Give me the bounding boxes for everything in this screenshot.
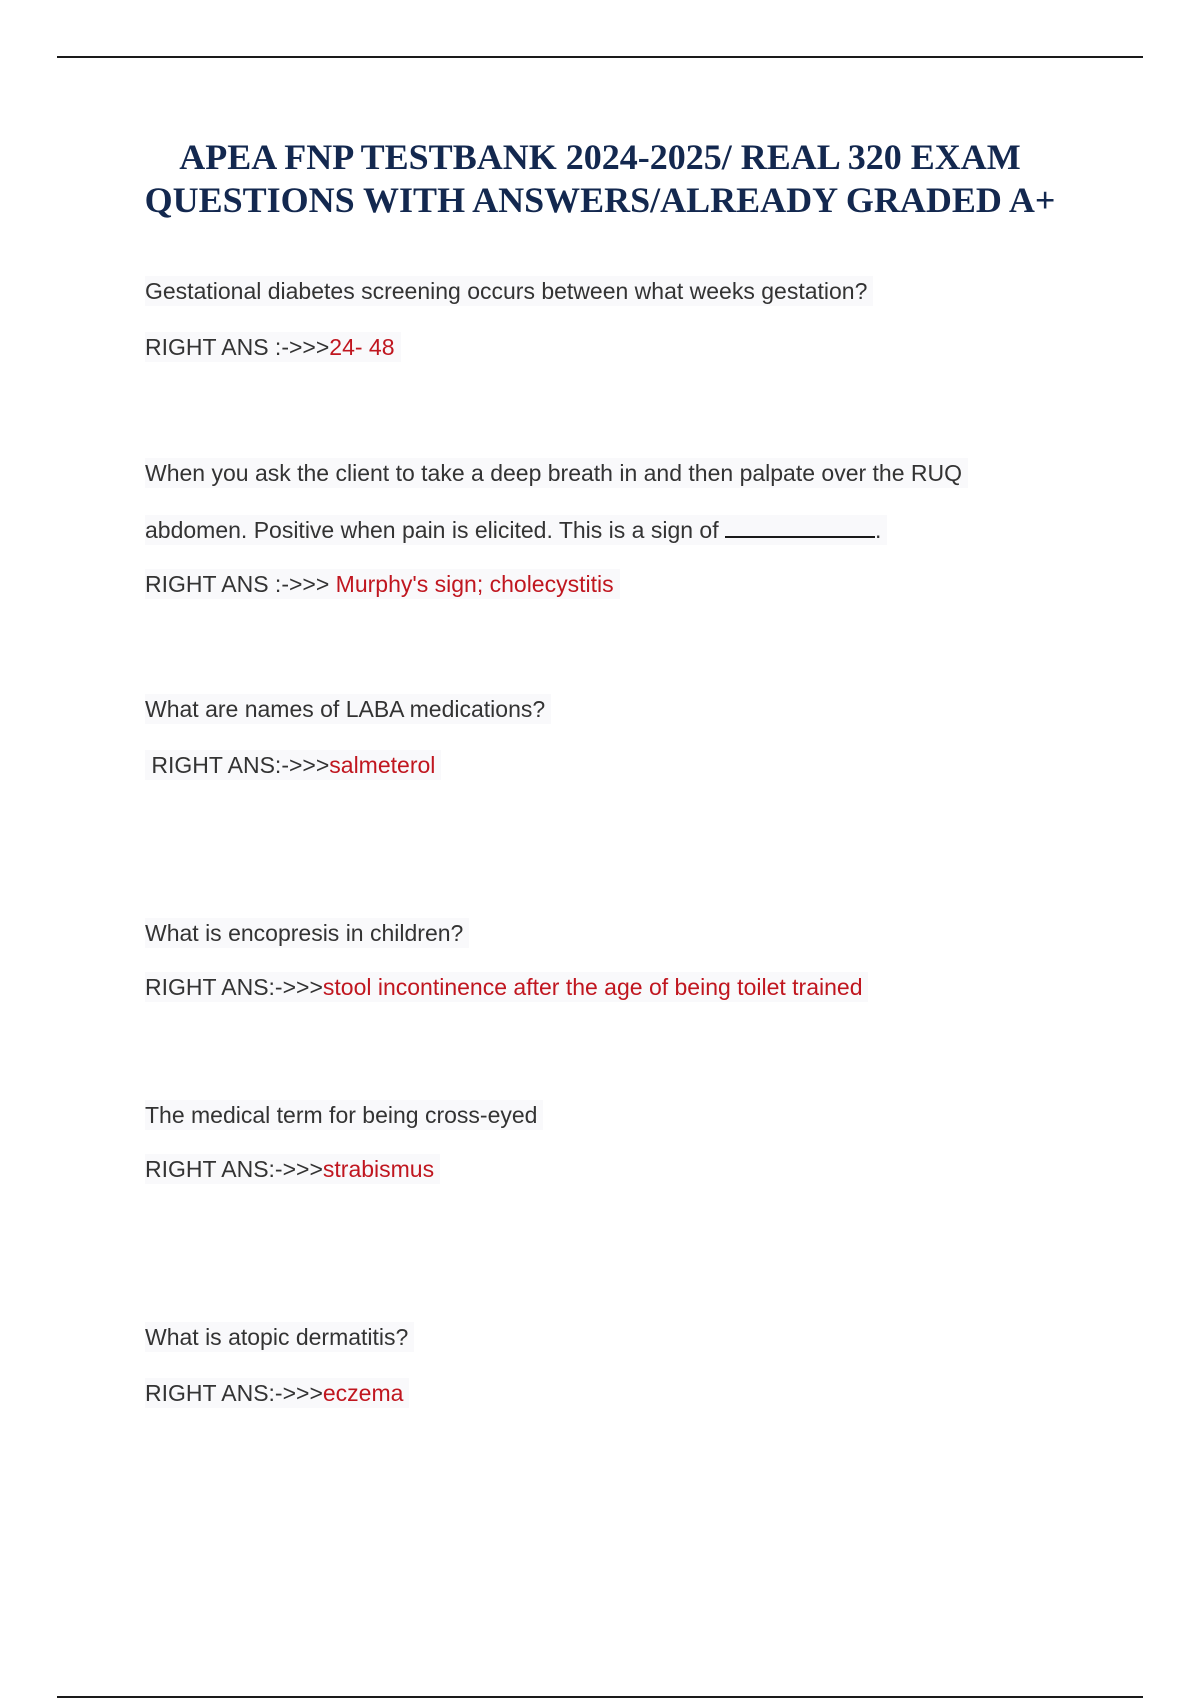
answer-2-prefix: RIGHT ANS :->>> [145, 571, 336, 597]
answer-6 [145, 1378, 409, 1408]
answer-1-prefix: RIGHT ANS :->>> [145, 334, 330, 360]
question-3: What are names of LABA medications? [145, 694, 551, 724]
question-2-text: abdomen. Positive when pain is elicited. This is a sign of [145, 517, 719, 543]
answer-1 [145, 332, 401, 362]
answer-2 [145, 569, 620, 599]
answer-6-prefix: RIGHT ANS:->>> [145, 1380, 323, 1406]
title-line-1: APEA FNP TESTBANK 2024-2025/ REAL 320 EXAM [179, 137, 1021, 177]
answer-3-value: salmeterol [329, 752, 436, 778]
question-5: The medical term for being cross-eyed [145, 1100, 543, 1130]
question-2-end: . [875, 517, 882, 543]
top-rule [57, 56, 1143, 58]
answer-4-value: stool incontinence after the age of being toilet trained [322, 974, 863, 1000]
title-line-2: QUESTIONS WITH ANSWERS/ALREADY GRADED A+ [144, 180, 1056, 220]
answer-3-prefix: RIGHT ANS:->>> [145, 752, 330, 778]
answer-1-value: 24- 48 [329, 334, 395, 360]
answer-4-prefix: RIGHT ANS:->>> [145, 974, 323, 1000]
answer-5 [145, 1154, 440, 1184]
fill-in-blank [725, 518, 875, 538]
answer-4 [145, 972, 868, 1002]
answer-6-value: eczema [322, 1380, 404, 1406]
question-2-line-2 [145, 515, 887, 545]
answer-3 [145, 750, 441, 780]
bottom-rule [57, 1696, 1143, 1698]
question-4: What is encopresis in children? [145, 918, 469, 948]
question-1: Gestational diabetes screening occurs between what weeks gestation? [145, 276, 873, 306]
question-2-line-1: When you ask the client to take a deep breath in and then palpate over the RUQ [145, 458, 968, 488]
answer-5-value: strabismus [322, 1156, 435, 1182]
question-6: What is atopic dermatitis? [145, 1322, 414, 1352]
answer-5-prefix: RIGHT ANS:->>> [145, 1156, 323, 1182]
answer-2-value: Murphy's sign; cholecystitis [335, 571, 614, 597]
page-title [0, 136, 1200, 222]
